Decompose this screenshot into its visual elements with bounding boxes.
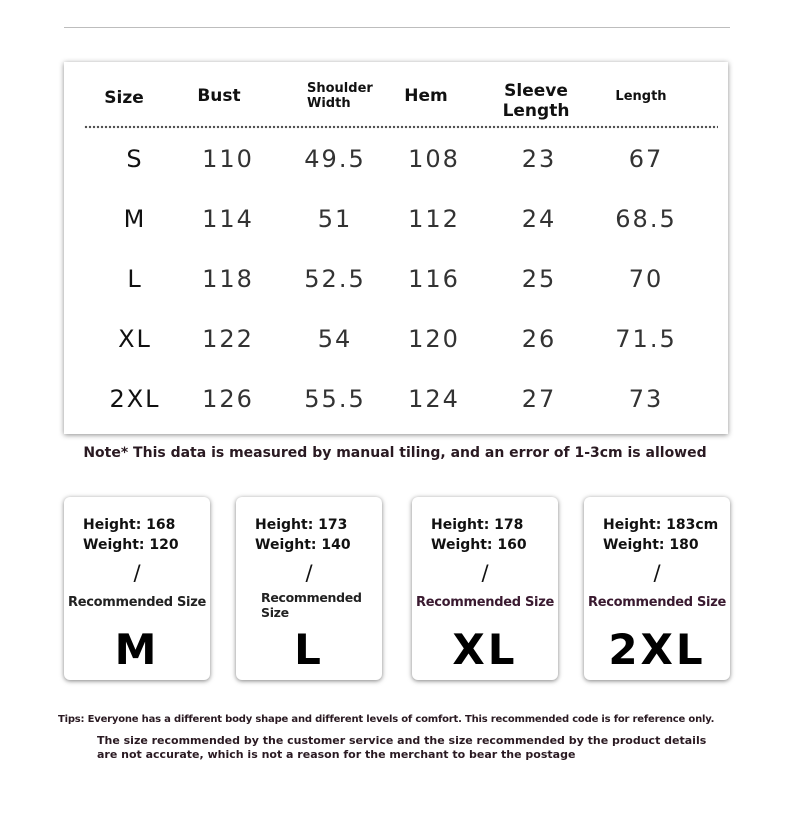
- card-recommended-label: [261, 590, 371, 620]
- tips-text: Tips: Everyone has a different body shape and different levels of comfort. This recommended code is for reference only.: [58, 714, 715, 725]
- cell-bust: 126: [202, 385, 254, 413]
- cell-sleeve: 27: [521, 385, 557, 413]
- header-bust: [197, 87, 240, 107]
- cell-shoulder: 52.5: [304, 265, 366, 293]
- header-sleeve-line2: Length: [502, 100, 570, 121]
- header-sleeve-length: [503, 82, 570, 121]
- cell-shoulder: 51: [317, 205, 353, 233]
- cell-bust: 110: [202, 145, 254, 173]
- cell-sleeve: 23: [521, 145, 557, 173]
- header-shoulder-line2: Width: [307, 95, 351, 111]
- cell-bust: 122: [202, 325, 254, 353]
- card-recommended-label: Recommended Size: [588, 595, 726, 610]
- card-weight: Weight: 140: [255, 537, 351, 553]
- measurement-note: Note* This data is measured by manual tiling, and an error of 1-3cm is allowed: [83, 445, 707, 461]
- card-height: Height: 168: [83, 517, 176, 533]
- cell-hem: 116: [408, 265, 460, 293]
- card-recommended-line2: Size: [261, 605, 289, 620]
- table-row: [64, 379, 728, 419]
- header-shoulder-width: [307, 82, 373, 112]
- cell-hem: 108: [408, 145, 460, 173]
- card-recommended-line1: Recommended: [261, 590, 362, 605]
- cell-size: XL: [118, 325, 152, 353]
- cell-bust: 118: [202, 265, 254, 293]
- header-length-text: Length: [615, 89, 667, 104]
- cell-sleeve: 25: [521, 265, 557, 293]
- cell-length: 67: [628, 145, 664, 173]
- cell-sleeve: 24: [521, 205, 557, 233]
- header-shoulder-line1: Shoulder: [307, 81, 373, 96]
- header-size-text: Size: [104, 88, 144, 108]
- card-slash: /: [653, 561, 661, 585]
- card-weight: Weight: 180: [603, 537, 699, 553]
- card-recommended-size: L: [294, 625, 324, 674]
- card-recommended-size: 2XL: [608, 625, 706, 674]
- card-height: Height: 183cm: [603, 517, 719, 533]
- cell-shoulder: 49.5: [304, 145, 366, 173]
- card-weight: Weight: 120: [83, 537, 179, 553]
- disclaimer-text: [97, 734, 706, 762]
- card-height-weight: [255, 515, 351, 555]
- card-height-weight: [603, 515, 718, 555]
- cell-length: 73: [628, 385, 664, 413]
- cell-length: 71.5: [615, 325, 677, 353]
- cell-hem: 124: [408, 385, 460, 413]
- recommendation-card: [64, 497, 210, 680]
- card-slash: /: [481, 561, 489, 585]
- card-recommended-size: XL: [452, 625, 518, 674]
- cell-length: 70: [628, 265, 664, 293]
- cell-hem: 112: [408, 205, 460, 233]
- table-row: [64, 259, 728, 299]
- card-slash: /: [305, 561, 313, 585]
- header-wavy-divider: [84, 125, 718, 129]
- header-sleeve-line1: Sleeve: [504, 81, 568, 101]
- card-recommended-label: Recommended Size: [416, 595, 554, 610]
- recommendation-card: [584, 497, 730, 680]
- table-row: [64, 199, 728, 239]
- header-hem-text: Hem: [404, 86, 448, 106]
- cell-shoulder: 55.5: [304, 385, 366, 413]
- cell-sleeve: 26: [521, 325, 557, 353]
- cell-hem: 120: [408, 325, 460, 353]
- card-weight: Weight: 160: [431, 537, 527, 553]
- card-recommended-label: Recommended Size: [68, 595, 206, 610]
- card-height-weight: [83, 515, 179, 555]
- table-row: [64, 319, 728, 359]
- card-height: Height: 178: [431, 517, 524, 533]
- recommendation-card: [412, 497, 558, 680]
- cell-size: L: [127, 265, 143, 293]
- table-row: [64, 139, 728, 179]
- disclaimer-line2: are not accurate, which is not a reason for the merchant to bear the postage: [97, 748, 576, 761]
- cell-size: S: [126, 145, 144, 173]
- card-recommended-size: M: [114, 625, 160, 674]
- top-divider: [64, 27, 730, 28]
- card-slash: /: [133, 561, 141, 585]
- card-height: Height: 173: [255, 517, 348, 533]
- cell-shoulder: 54: [317, 325, 353, 353]
- cell-length: 68.5: [615, 205, 677, 233]
- header-length: [615, 90, 666, 105]
- header-hem: [404, 87, 447, 107]
- cell-bust: 114: [202, 205, 254, 233]
- disclaimer-line1: The size recommended by the customer service and the size recommended by the product details: [97, 734, 707, 747]
- card-height-weight: [431, 515, 527, 555]
- header-bust-text: Bust: [197, 86, 241, 106]
- cell-size: 2XL: [109, 385, 161, 413]
- size-chart-table: [64, 62, 728, 434]
- cell-size: M: [123, 205, 147, 233]
- recommendation-card: [236, 497, 382, 680]
- header-size: [104, 89, 144, 109]
